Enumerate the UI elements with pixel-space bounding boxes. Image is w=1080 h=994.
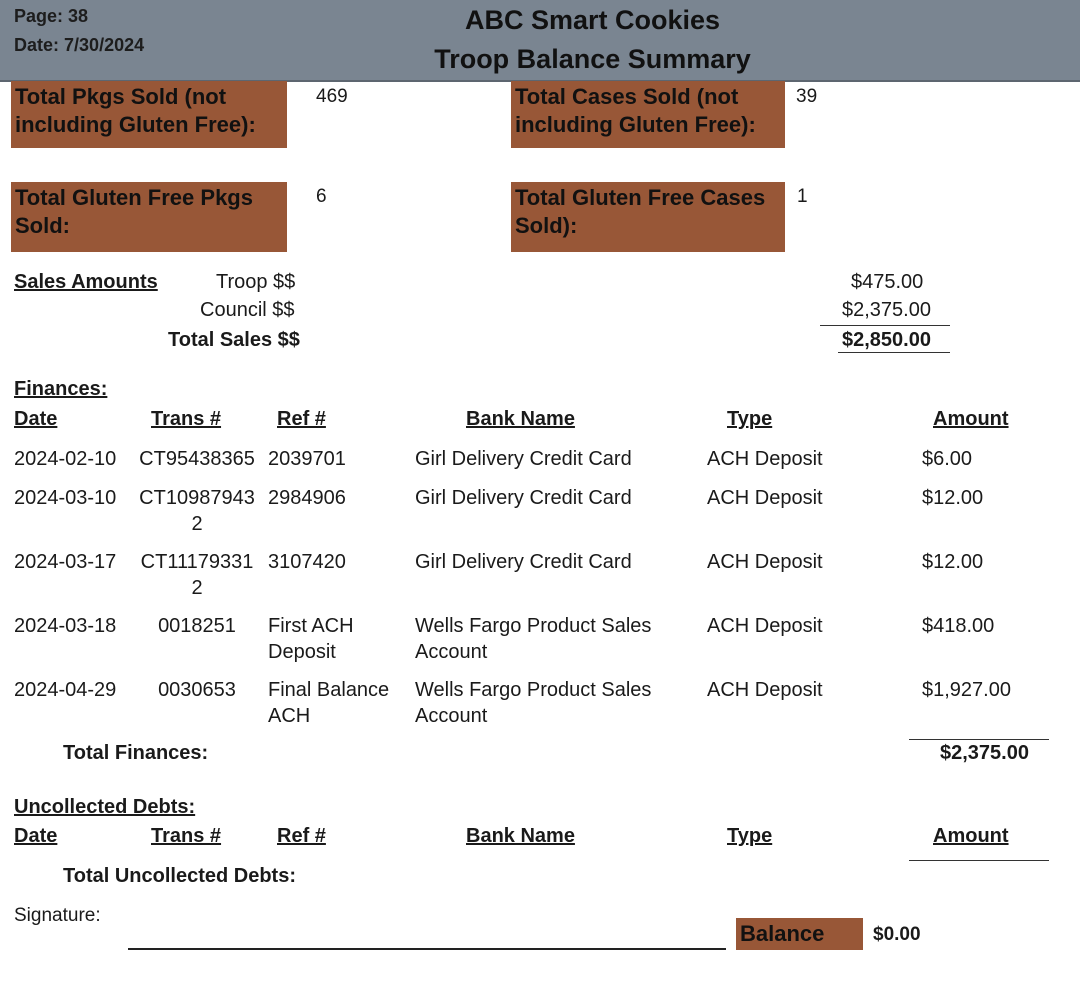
troop-sales-label: Troop $$ [216, 271, 296, 293]
troop-sales-value: $475.00 [851, 271, 924, 293]
council-sales-label: Council $$ [200, 299, 295, 321]
row-date: 2024-03-17 [14, 551, 117, 573]
debt-col-amount: Amount [933, 825, 1009, 847]
total-finances-value: $2,375.00 [940, 742, 1029, 764]
fin-col-trans: Trans # [151, 408, 222, 430]
gf-pkgs-value: 6 [316, 186, 327, 207]
row-amount: $418.00 [922, 615, 995, 637]
finances-total-rule [909, 739, 1049, 740]
row-amount: $12.00 [922, 487, 984, 509]
signature-line[interactable] [128, 948, 726, 950]
total-pkgs-value: 469 [316, 86, 348, 107]
row-ref: 2984906 [268, 487, 346, 509]
row-type: ACH Deposit [707, 551, 823, 573]
row-ref: 2039701 [268, 448, 346, 470]
row-type: ACH Deposit [707, 448, 823, 470]
row-trans: CT10987943 2 [139, 487, 255, 535]
total-finances-label: Total Finances: [63, 742, 209, 764]
signature-label: Signature: [14, 905, 101, 926]
fin-col-amount: Amount [933, 408, 1009, 430]
row-date: 2024-03-10 [14, 487, 117, 509]
total-cases-value: 39 [796, 86, 818, 107]
debt-col-date: Date [14, 825, 58, 847]
total-debts-label: Total Uncollected Debts: [63, 865, 296, 887]
report-date: Date: 7/30/2024 [14, 35, 145, 55]
sales-total-rule [838, 352, 950, 353]
row-amount: $6.00 [922, 448, 973, 470]
row-trans: CT95438365 [139, 448, 255, 470]
row-type: ACH Deposit [707, 679, 823, 701]
row-date: 2024-04-29 [14, 679, 117, 701]
debt-col-ref: Ref # [277, 825, 326, 847]
debt-col-bank: Bank Name [466, 825, 575, 847]
fin-col-type: Type [727, 408, 773, 430]
row-ref: 3107420 [268, 551, 346, 573]
row-bank: Wells Fargo Product Sales Account [415, 615, 652, 663]
row-trans: 0030653 [158, 679, 236, 701]
row-date: 2024-03-18 [14, 615, 117, 637]
total-sales-value: $2,850.00 [842, 329, 931, 351]
total-sales-label: Total Sales $$ [168, 329, 300, 351]
fin-col-date: Date [14, 408, 58, 430]
report-subtitle: Troop Balance Summary [434, 44, 751, 74]
row-bank: Girl Delivery Credit Card [415, 551, 632, 573]
fin-col-bank: Bank Name [466, 408, 575, 430]
row-amount: $12.00 [922, 551, 984, 573]
debts-total-rule [909, 860, 1049, 861]
report-title: ABC Smart Cookies [464, 5, 721, 35]
gf-pkgs-label: Total Gluten Free Pkgs Sold: [11, 182, 287, 252]
row-bank: Girl Delivery Credit Card [415, 448, 632, 470]
row-type: ACH Deposit [707, 487, 823, 509]
row-type: ACH Deposit [707, 615, 823, 637]
gf-cases-label: Total Gluten Free Cases Sold): [511, 182, 785, 252]
total-pkgs-label: Total Pkgs Sold (not including Gluten Free): [11, 81, 287, 148]
sales-subtotal-rule [820, 325, 950, 326]
row-trans: 0018251 [158, 615, 236, 637]
row-date: 2024-02-10 [14, 448, 117, 470]
fin-col-ref: Ref # [277, 408, 326, 430]
balance-value: $0.00 [873, 924, 921, 945]
row-bank: Wells Fargo Product Sales Account [415, 679, 652, 727]
balance-label: Balance [736, 918, 863, 950]
row-amount: $1,927.00 [922, 679, 1011, 701]
row-trans: CT11179331 2 [140, 551, 254, 599]
debts-heading: Uncollected Debts: [14, 796, 196, 818]
finances-heading: Finances: [14, 378, 108, 400]
gf-cases-value: 1 [797, 186, 808, 207]
row-bank: Girl Delivery Credit Card [415, 487, 632, 509]
debt-col-type: Type [727, 825, 773, 847]
report-header [0, 0, 1080, 82]
page-number: Page: 38 [14, 6, 89, 26]
row-ref: Final Balance ACH [268, 679, 390, 727]
debt-col-trans: Trans # [151, 825, 222, 847]
sales-heading: Sales Amounts [14, 271, 158, 293]
row-ref: First ACH Deposit [268, 615, 354, 663]
total-cases-label: Total Cases Sold (not including Gluten Free): [511, 81, 785, 148]
council-sales-value: $2,375.00 [842, 299, 931, 321]
